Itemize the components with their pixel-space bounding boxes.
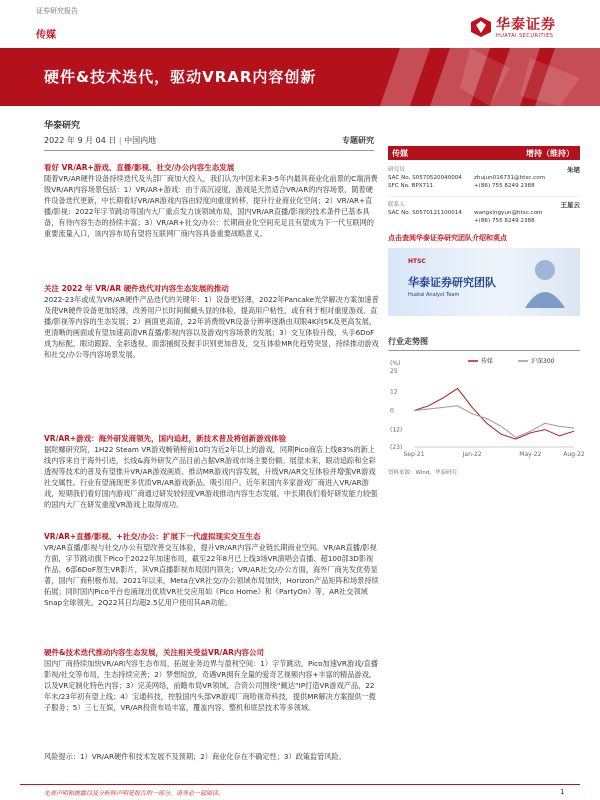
analyst-email[interactable]: wangxingyun@htsc.com	[474, 210, 543, 216]
risk-body: 风险提示：1）VR/AR硬件和技术发展不及预期；2）商业化存在不确定性；3）政策监管风险。	[44, 752, 346, 761]
x-tick-label: Aug-22	[563, 451, 585, 458]
promo-logo: HTSC	[408, 258, 426, 265]
x-tick-label: Sep-21	[403, 451, 425, 458]
analyst-name: 朱珺	[567, 166, 580, 174]
analyst-role: 联系人	[388, 202, 405, 208]
title-banner	[0, 48, 600, 106]
section-title: 关注 2022 年 VR/AR 硬件迭代对内容生态发展的推动	[44, 284, 229, 293]
report-type-label: 证券研究报告	[36, 7, 78, 15]
risk-warning	[44, 751, 379, 762]
section-5	[44, 647, 379, 713]
person-silhouette-icon	[520, 256, 570, 308]
section-title: 硬件&技术迭代推动内容生态发展，关注相关受益VR/AR内容公司	[44, 648, 264, 657]
x-tick-label: Jan-22	[462, 451, 482, 458]
promo-title: 华泰证券研究团队	[408, 276, 496, 289]
y-tick-label: 12	[390, 388, 398, 396]
team-link-text[interactable]: 点击查阅华泰证券研究团队介绍和观点	[388, 234, 507, 242]
y-unit-label: (%)	[390, 360, 401, 367]
analyst-email[interactable]: zhujun016731@htsc.com	[474, 175, 546, 181]
report-title: 硬件&技术迭代，驱动VRAR内容创新	[44, 68, 317, 86]
analyst-sac: SAC No. S0570520040004	[388, 175, 462, 181]
rating-value: 增持（维持）	[526, 149, 574, 158]
analyst-sfc: SFC No. BPX711	[388, 183, 434, 189]
section-body: 国内厂商持续加快VR/AR内容生态布局，拓展业务边界与盈利空间：1）字节跳动，Pico加速VR游戏/直播影视/社交等布局，生态持续完善；2）梦想绽放，奇遇VR拥有全量的爱奇艺视频内容+丰富的精品游戏，以及VR定制化特色内容；3）完美网络，前瞻布局VR领域，合资公司围绕“戴达”IP打造VR游戏产品，22年末/23年初有望上线；4）宝通科技，控股国内头部VR游戏厂商哈视奇科技，提供MR解决方案提供一揽子服务；5）三七互娱，VR/AR投资布局丰富，覆盖内容、整机和底层技术等多领域。	[44, 659, 378, 712]
company-logo	[470, 14, 580, 44]
analyst-sac: SAC No. S0570121100014	[388, 210, 462, 216]
logo-mark-icon	[470, 16, 492, 38]
analyst-phone: +(86) 755 8249 2388	[474, 218, 535, 224]
rating-bar	[388, 146, 580, 160]
page-number: 1	[560, 788, 565, 796]
x-tick-label: May-22	[519, 451, 542, 458]
promo-subtitle: Huatai Analyst Team	[408, 292, 460, 298]
report-date: 2022 年 9 月 04 日	[44, 136, 117, 145]
report-category: 专题研究	[342, 136, 374, 145]
section-title: 看好 VR/AR+游戏、直播/影视、社交/办公内容生态发展	[44, 163, 235, 172]
y-tick-label: (12)	[390, 426, 403, 434]
legend-label: 传媒	[481, 358, 494, 365]
section-4	[44, 531, 379, 608]
y-tick-label: 25	[390, 368, 398, 375]
section-title: VR/AR+直播/影视、+社交/办公：扩展下一代虚拟现实交互生态	[44, 532, 261, 541]
research-label: 华泰研究	[44, 121, 81, 131]
banner-decoration	[340, 48, 600, 106]
sector-label: 传媒	[36, 30, 56, 41]
logo-text-en: HUATAI SECURITIES	[496, 33, 554, 39]
rating-industry: 传媒	[392, 149, 408, 158]
date-line: 2022 年 9 月 04 日 | 中国内地 专题研究	[44, 135, 374, 151]
legend-label: 沪深300	[531, 358, 555, 365]
section-title: VR/AR+游戏：海外研发商领先，国内追赶，新技术普及将创新游戏体验	[44, 434, 287, 443]
analyst-phone: +(86) 755 8249 2388	[474, 183, 535, 189]
section-body: 随着VR/AR硬件设备持续迭代及头部厂商加大投入，我们认为中国未来3-5年内最具商业化前景的C端消费级VR/AR内容场景包括：1）VR/AR+游戏：由于高沉浸度，游戏是天然适合VR/AR的内容场景，随着硬件设备迭代更新，中长期看好VR/AR游戏内容由轻度向重度转移，提升行业商业化空间；2）VR/AR+直播/影视：2022年字节跳动等国内大厂重点发力该领域布局，国内VR/AR直播/影视的技术条件已基本具备，有待内容生态的持续丰富；3）VR/AR+社交/办公：长期商业化空间充足且有望成为下一代互联网的重要流量入口，该内容布局有望将互联网厂商内容具备重要战略意义。	[44, 174, 378, 238]
analyst-name: 王星云	[560, 201, 580, 209]
footer-divider	[20, 784, 580, 785]
disclaimer-text: 免责声明和披露以及分析师声明是报告的一部分，请务必一起阅读。	[44, 790, 225, 797]
section-body: 2022-23年或成为VR/AR硬件产品迭代的关键年：1）设备更轻薄，2022年Pancake光学解决方案加速普及使VR硬件设备更加轻薄，改善用户长时间佩戴头显的体验，提高用户粘性，或有利于相对重度游戏、直播/影视等内容的生态发展；2）画面更高清，22年消费级VR设备分辨率逐渐由双眼4K向5K及更高发展，更清晰的画面或有望加速高清VR直播/影视内容以及游戏内容场景的发展；3）交互体验升级，头手6DoF成为标配，眼动跟踪、全彩透视、面部捕捉及握手识别更加普及，交互体验MR化趋势突显，持续推动游戏和社交/办公等内容场景发展。	[44, 295, 379, 359]
trend-chart-title: 行业走势图	[388, 336, 580, 351]
y-tick-label: (23)	[390, 444, 403, 451]
team-promo-banner[interactable]	[388, 248, 580, 316]
series-line-1	[414, 406, 574, 438]
section-3	[44, 433, 379, 510]
section-body: VR/AR直播/影视与社交/办公有望改善交互体验，提升VR/AR内容产业链长期商业空间。VR/AR直播/影视方面，字节跳动旗下Pico于2022年加速布局，截至22年8月已上线3场VR演唱会直播、超100部3D影视作品、6部6DoF原生VR影片，其VR直播影视布局国内领先；VR/AR社交/办公方面，海外厂商先发优势显著，国内厂商积极布局。2021年以来，Meta在VR社交/办公领域布局加快，Horizon产品矩阵和场景持续拓展；同时国内Pico平台也涌现出优质VR社交应用如《Pico Home》和《PartyOn》等，AR社交领域Snap全球领先，2Q22其日均超2.5亿用户使用其AR功能。	[44, 543, 379, 607]
analyst-role: 研究员	[388, 167, 405, 173]
section-2	[44, 283, 379, 360]
section-body: 据陀螺研究院，1H22 Steam VR游戏畅销榜前10均为近2年以上的游戏，同期Pico商店上线83%的新上线内容来自于海外引进，长线&海外研发产品目前占据VR游戏市场主要份额。展望未来，眼动追踪和全彩透视等技术的普及有望推升VR/AR游戏画质、推动MR游戏内容发展，升级VR/AR交互体验并增强VR游戏社交属性。行业有望涌现更多优质VR/AR游戏新品，吸引用户。近年来国内多家游戏厂商进入VR/AR游戏，短期我们看好国内游戏厂商通过研发较轻度VR游戏推动内容生态发展，中长期我们看好研发能力较强的国内大厂在研发重度VR游戏上取得成功。	[44, 445, 378, 509]
analyst-card	[388, 166, 580, 197]
report-region: 中国内地	[124, 136, 157, 145]
y-tick-label: 0	[390, 407, 394, 415]
analyst-card	[388, 201, 580, 225]
logo-text-cn: 华泰证券	[496, 17, 556, 33]
series-line-0	[414, 388, 574, 439]
industry-trend-chart	[388, 355, 585, 465]
chart-source: 资料来源：Wind，华泰研究	[388, 470, 457, 476]
section-1	[44, 162, 379, 239]
